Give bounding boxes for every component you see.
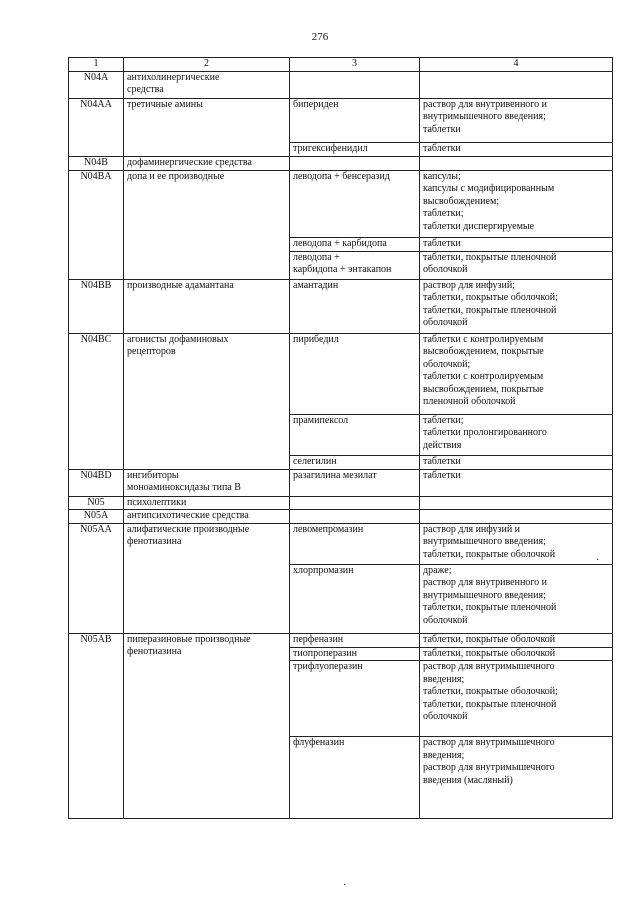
dosage-form bbox=[420, 71, 613, 98]
atc-group: допа и ее производные bbox=[124, 170, 290, 279]
atc-group: антипсихотические средства bbox=[124, 510, 290, 524]
dosage-form: таблетки с контролируемым высвобождением, покрытые оболочкой; таблетки с контролируемым высвобождением, покрытые пленочной оболочкой bbox=[420, 333, 613, 414]
atc-code: N04BA bbox=[69, 170, 124, 279]
atc-code: N05 bbox=[69, 496, 124, 510]
atc-code: N04AA bbox=[69, 98, 124, 156]
table-row bbox=[69, 170, 613, 237]
dosage-form: раствор для внутримышечного введения; раствор для внутримышечного введения (масляный) bbox=[420, 737, 613, 819]
atc-code: N04A bbox=[69, 71, 124, 98]
drug-name: флуфеназин bbox=[290, 737, 420, 819]
table-row bbox=[69, 496, 613, 510]
dosage-form bbox=[420, 496, 613, 510]
drug-name: тригексифенидил bbox=[290, 142, 420, 156]
dosage-form: раствор для внутримышечного введения; таблетки, покрытые оболочкой; таблетки, покрытые пленочной оболочкой bbox=[420, 661, 613, 737]
drug-name: бипериден bbox=[290, 98, 420, 142]
column-header: 2 bbox=[124, 58, 290, 72]
atc-code: N04B bbox=[69, 156, 124, 170]
dosage-form: таблетки bbox=[420, 237, 613, 251]
drug-name bbox=[290, 510, 420, 524]
table-header-row bbox=[69, 58, 613, 72]
atc-code: N05A bbox=[69, 510, 124, 524]
dosage-form: драже; раствор для внутривенного и внутримышечного введения; таблетки, покрытые пленочной оболочкой bbox=[420, 564, 613, 633]
table-row bbox=[69, 469, 613, 496]
drug-name: левомепромазин bbox=[290, 523, 420, 564]
drug-name: трифлуоперазин bbox=[290, 661, 420, 737]
dosage-form: таблетки bbox=[420, 469, 613, 496]
atc-group: дофаминергические средства bbox=[124, 156, 290, 170]
dosage-form bbox=[420, 156, 613, 170]
atc-group: производные адамантана bbox=[124, 279, 290, 333]
table-row bbox=[69, 71, 613, 98]
dosage-form: таблетки bbox=[420, 142, 613, 156]
drug-name: тиопроперазин bbox=[290, 647, 420, 661]
atc-code: N04BD bbox=[69, 469, 124, 496]
column-header: 3 bbox=[290, 58, 420, 72]
atc-code: N05AA bbox=[69, 523, 124, 633]
drug-name bbox=[290, 156, 420, 170]
atc-group: пиперазиновые производные фенотиазина bbox=[124, 633, 290, 819]
atc-code: N05AB bbox=[69, 633, 124, 819]
table-row bbox=[69, 279, 613, 333]
drug-name: перфеназин bbox=[290, 633, 420, 647]
drug-name bbox=[290, 496, 420, 510]
column-header: 4 bbox=[420, 58, 613, 72]
scan-speck: · bbox=[343, 880, 347, 891]
drug-name: леводопа + бенсеразид bbox=[290, 170, 420, 237]
table-row bbox=[69, 98, 613, 142]
atc-group: агонисты дофаминовых рецепторов bbox=[124, 333, 290, 469]
dosage-form: таблетки, покрытые пленочной оболочкой bbox=[420, 251, 613, 279]
dosage-form: раствор для инфузий; таблетки, покрытые оболочкой; таблетки, покрытые пленочной оболочкой bbox=[420, 279, 613, 333]
dosage-form: раствор для инфузий и внутримышечного введения; таблетки, покрытые оболочкой bbox=[420, 523, 613, 564]
column-header: 1 bbox=[69, 58, 124, 72]
dosage-form: раствор для внутривенного и внутримышечного введения; таблетки bbox=[420, 98, 613, 142]
dosage-form: таблетки; таблетки пролонгированного действия bbox=[420, 414, 613, 455]
page-number: 276 bbox=[311, 31, 329, 43]
dosage-form: капсулы; капсулы с модифицированным высвобождением; таблетки; таблетки диспергируемые bbox=[420, 170, 613, 237]
atc-group: третичные амины bbox=[124, 98, 290, 156]
atc-group: алифатические производные фенотиазина bbox=[124, 523, 290, 633]
table-row bbox=[69, 633, 613, 647]
drug-name: хлорпромазин bbox=[290, 564, 420, 633]
table-row bbox=[69, 333, 613, 414]
table-row bbox=[69, 156, 613, 170]
table-row bbox=[69, 523, 613, 564]
atc-group: ингибиторы моноаминоксидазы типа B bbox=[124, 469, 290, 496]
drug-table bbox=[68, 57, 613, 819]
scan-speck: · bbox=[596, 555, 600, 566]
drug-name bbox=[290, 71, 420, 98]
drug-name: разагилина мезилат bbox=[290, 469, 420, 496]
atc-code: N04BB bbox=[69, 279, 124, 333]
dosage-form: таблетки, покрытые оболочкой bbox=[420, 647, 613, 661]
atc-group: психолептики bbox=[124, 496, 290, 510]
dosage-form: таблетки bbox=[420, 455, 613, 469]
table-row bbox=[69, 510, 613, 524]
dosage-form: таблетки, покрытые оболочкой bbox=[420, 633, 613, 647]
drug-name: прамипексол bbox=[290, 414, 420, 455]
atc-code: N04BC bbox=[69, 333, 124, 469]
drug-name: селегилин bbox=[290, 455, 420, 469]
atc-group: антихолинергические средства bbox=[124, 71, 290, 98]
dosage-form bbox=[420, 510, 613, 524]
drug-name: леводопа + карбидопа bbox=[290, 237, 420, 251]
drug-name: амантадин bbox=[290, 279, 420, 333]
drug-name: пирибедил bbox=[290, 333, 420, 414]
drug-name: леводопа + карбидопа + энтакапон bbox=[290, 251, 420, 279]
